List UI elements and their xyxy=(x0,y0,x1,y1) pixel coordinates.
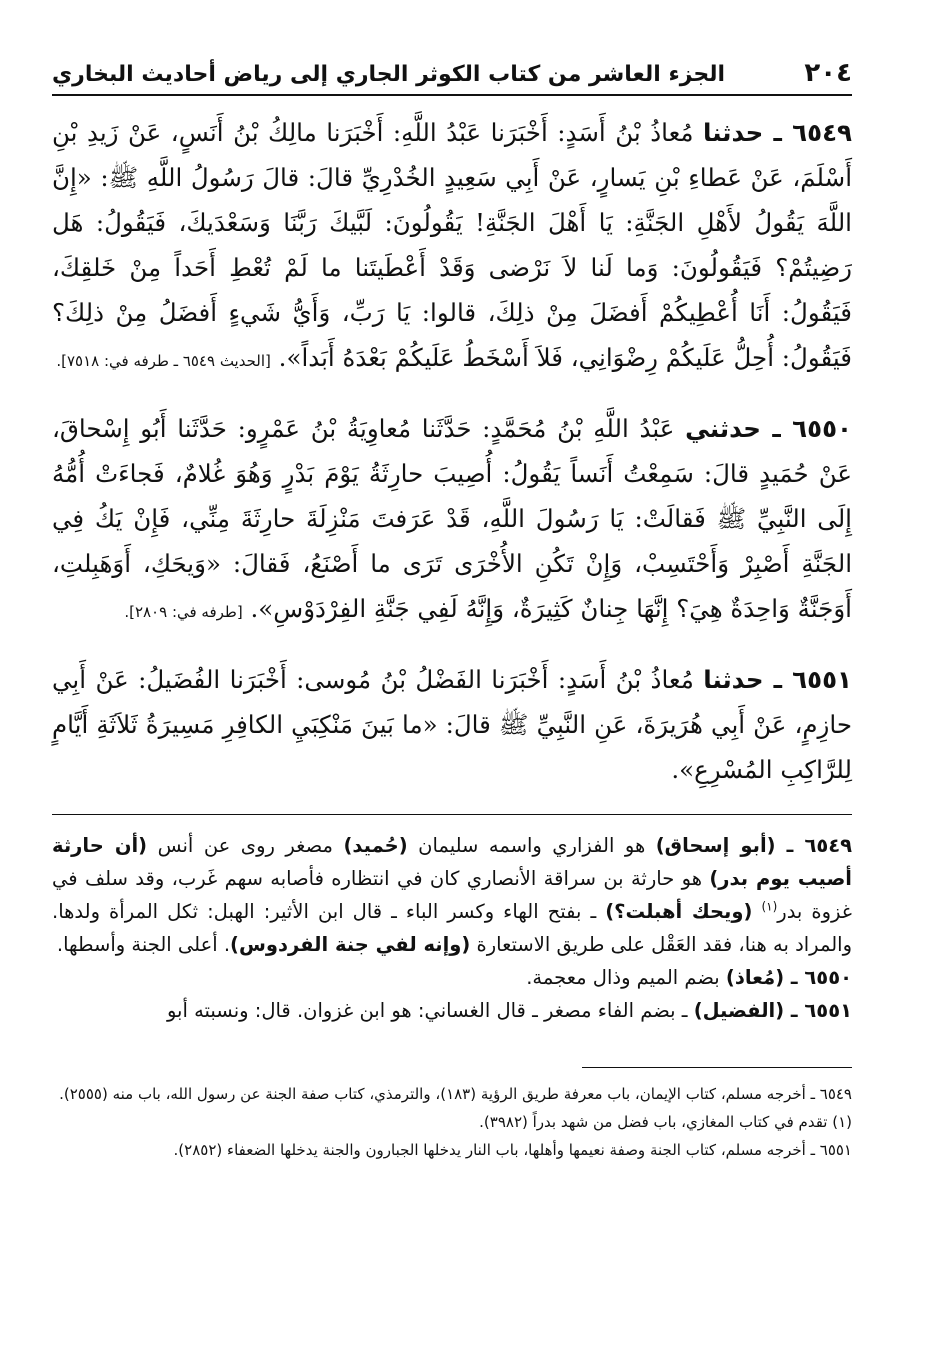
page-header xyxy=(52,58,852,96)
hadith-text-section xyxy=(52,110,852,792)
commentary-number: ٦٥٤٩ xyxy=(804,834,853,857)
hadith-reference: [طرفه في: ٢٨٠٩]. xyxy=(124,603,243,621)
footnote-marker: (١) xyxy=(761,899,778,914)
commentary-term: (الفضيل) xyxy=(693,999,785,1022)
footnotes-section xyxy=(52,1080,852,1164)
hadith-number: ٦٥٥٠ xyxy=(792,414,852,443)
commentary-6551: ٦٥٥١ ـ (الفضيل) ـ بضم الفاء مصغر ـ قال الغساني: هو ابن غزوان. قال: ونسبته أبو xyxy=(166,999,852,1022)
commentary-text: هو الفزاري واسمه سليمان xyxy=(418,834,646,857)
footnote-6551: ٦٥٥١ ـ أخرجه مسلم، كتاب الجنة وصفة نعيمها وأهلها، باب النار يدخلها الجبارون والجنة يدخلها الضعفاء (٢٨٥٢). xyxy=(173,1141,852,1159)
commentary-term: (حُميد) xyxy=(343,834,408,857)
hadith-body: عَبْدُ اللَّهِ بْنُ مُحَمَّدٍ: حَدَّثَنا مُعاوِيَةُ بْنُ عَمْرٍو: حَدَّثَنا أَبُو إِسْحاقَ، عَنْ حُمَيدٍ قالَ: سَمِعْتُ أَنَساً يَقُولُ: أُصِيبَ حارِثَةُ يَوْمَ بَدْرٍ وَهُوَ غُلامٌ، فَجاءَتْ أُمُّهُ إِلَى النَّبِيِّ ﷺ فَقالَتْ: يَا رَسُولَ اللَّهِ، قَدْ عَرَفتَ مَنْزِلَةَ حارِثَةَ مِنِّي، فَإِنْ يَكُ فِي الجَنَّةِ أَصْبِرْ وَأَحْتَسِبْ، وَإِنْ تَكُنِ الأُخْرَى تَرَى ما أَصْنَعُ، فَقالَ: «وَيحَكِ، أَوَهَبِلتِ، أَوَجَنَّةٌ وَاحِدَةٌ هِيَ؟ إِنَّهَا جِنانٌ كَثِيرَةٌ، وَإِنَّهُ لَفِي جَنَّةِ الفِرْدَوْسِ». xyxy=(52,414,852,623)
page-number: ٢٠٤ xyxy=(804,58,852,88)
commentary-term: (مُعاذ) xyxy=(725,966,785,989)
commentary-text: هو حارثة بن سراقة الأنصاري كان في انتظاره فأصابه سهم غَرب، وقد سلف في غزوة بدر xyxy=(52,867,852,923)
commentary-divider xyxy=(52,814,852,815)
commentary-number: ٦٥٥٠ xyxy=(804,966,852,989)
commentary-text: . أعلى الجنة وأسطها. xyxy=(56,933,231,956)
commentary-term: (ويحك أهبلت؟) xyxy=(605,900,753,923)
commentary-section xyxy=(52,829,852,1027)
hadith-lead: حدثنا xyxy=(703,118,764,147)
commentary-text: بضم الميم وذال معجمة. xyxy=(526,966,720,989)
commentary-term: (وإنه لفي جنة الفردوس) xyxy=(230,933,471,956)
commentary-term: (أبو إسحاق) xyxy=(655,834,776,857)
book-page xyxy=(52,58,852,1164)
hadith-body: مُعاذُ بْنُ أَسَدٍ: أَخْبَرَنا عَبْدُ اللَّهِ: أَخْبَرَنا مالِكُ بْنُ أَنَسٍ، عَنْ زَيدِ بْنِ أَسْلَمَ، عَنْ عَطاءِ بْنِ يَسارٍ، عَنْ أَبِي سَعِيدٍ الخُدْرِيِّ قالَ: قالَ رَسُولُ اللَّهِ ﷺ: «إِنَّ اللَّهَ يَقُولُ لأَهْلِ الجَنَّةِ: يَا أَهْلَ الجَنَّةِ! يَقُولُونَ: لَبَّيكَ رَبَّنَا وَسَعْدَيكَ، فَيَقُولُ: هَل رَضِيتُمْ؟ فَيَقُولُونَ: وَما لَنا لاَ نَرْضى وَقَدْ أَعْطَيتَنا ما لَمْ تُعْطِ أَحَداً مِنْ خَلقِكَ، فَيَقُولُ: أَنَا أُعْطِيكُمْ أَفضَلَ مِنْ ذلِكَ، قالوا: يَا رَبِّ، وَأَيُّ شَيءٍ أَفضَلُ مِنْ ذلِكَ؟ فَيَقُولُ: أُحِلُّ عَلَيكُمْ رِضْوَانِي، فَلاَ أَسْخَطُ عَلَيكُمْ بَعْدَهُ أَبَداً». xyxy=(52,118,852,372)
hadith-6550: ٦٥٥٠ ـ حدثني عَبْدُ اللَّهِ بْنُ مُحَمَّدٍ: حَدَّثَنا مُعاوِيَةُ بْنُ عَمْرٍو: حَدَّثَنا أَبُو إِسْحاقَ، عَنْ حُمَيدٍ قالَ: سَمِعْتُ أَنَساً يَقُولُ: أُصِيبَ حارِثَةُ يَوْمَ بَدْرٍ وَهُوَ غُلامٌ، فَجاءَتْ أُمُّهُ إِلَى النَّبِيِّ ﷺ فَقالَتْ: يَا رَسُولَ اللَّهِ، قَدْ عَرَفتَ مَنْزِلَةَ حارِثَةَ مِنِّي، فَإِنْ يَكُ فِي الجَنَّةِ أَصْبِرْ وَأَحْتَسِبْ، وَإِنْ تَكُنِ الأُخْرَى تَرَى ما أَصْنَعُ، فَقالَ: «وَيحَكِ، أَوَهَبِلتِ، أَوَجَنَّةٌ وَاحِدَةٌ هِيَ؟ إِنَّهَا جِنانٌ كَثِيرَةٌ، وَإِنَّهُ لَفِي جَنَّةِ الفِرْدَوْسِ». [طرفه في: ٢٨٠٩]. xyxy=(52,414,852,623)
hadith-number: ٦٥٥١ xyxy=(792,665,852,694)
commentary-6550: ٦٥٥٠ ـ (مُعاذ) بضم الميم وذال معجمة. xyxy=(526,966,852,989)
running-title: الجزء العاشر من كتاب الكوثر الجاري إلى رياض أحاديث البخاري xyxy=(52,62,726,87)
commentary-6549: ٦٥٤٩ ـ (أبو إسحاق) هو الفزاري واسمه سليمان (حُميد) مصغر روى عن أنس (أن حارثة أصيب يوم بدر) هو حارثة بن سراقة الأنصاري كان في انتظاره فأصابه سهم غَرب، وقد سلف في غزوة بدر$^{(١)}$ (ويحك أهبلت؟) ـ بفتح الهاء وكسر الباء ـ قال ابن الأثير: الهبل: ثكل المرأة ولدها. والمراد به هنا، فقد العَقْل على طريق الاستعارة (وإنه لفي جنة الفردوس). أعلى الجنة وأسطها. xyxy=(52,834,853,956)
hadith-number: ٦٥٤٩ xyxy=(792,118,852,147)
hadith-lead: حدثني xyxy=(685,414,761,443)
hadith-6551: ٦٥٥١ ـ حدثنا مُعاذُ بْنُ أَسَدٍ: أَخْبَرَنا الفَضْلُ بْنُ مُوسى: أَخْبَرَنا الفُضَيلُ: عَنْ أَبِي حازِمٍ، عَنْ أَبِي هُرَيرَةَ، عَنِ النَّبِيِّ ﷺ قالَ: «ما بَينَ مَنْكِبَيِ الكافِرِ مَسِيرَةُ ثَلاَثَةِ أَيَّامٍ لِلرَّاكِبِ المُسْرِعِ». xyxy=(52,665,852,784)
hadith-lead: حدثنا xyxy=(703,665,764,694)
hadith-body: مُعاذُ بْنُ أَسَدٍ: أَخْبَرَنا الفَضْلُ بْنُ مُوسى: أَخْبَرَنا الفُضَيلُ: عَنْ أَبِي حازِمٍ، عَنْ أَبِي هُرَيرَةَ، عَنِ النَّبِيِّ ﷺ قالَ: «ما بَينَ مَنْكِبَيِ الكافِرِ مَسِيرَةُ ثَلاَثَةِ أَيَّامٍ لِلرَّاكِبِ المُسْرِعِ». xyxy=(52,665,852,784)
commentary-term: (أن حارثة أصيب يوم بدر) xyxy=(52,834,852,890)
footnote-6549: ٦٥٤٩ ـ أخرجه مسلم، كتاب الإيمان، باب معرفة طريق الرؤية (١٨٣)، والترمذي، كتاب صفة الجنة عن رسول الله، باب منه (٢٥٥٥). xyxy=(59,1085,852,1103)
hadith-reference: [الحديث ٦٥٤٩ ـ طرفه في: ٧٥١٨]. xyxy=(56,352,271,370)
commentary-text: مصغر روى عن أنس xyxy=(157,834,333,857)
hadith-6549: ٦٥٤٩ ـ حدثنا مُعاذُ بْنُ أَسَدٍ: أَخْبَرَنا عَبْدُ اللَّهِ: أَخْبَرَنا مالِكُ بْنُ أَنَسٍ، عَنْ زَيدِ بْنِ أَسْلَمَ، عَنْ عَطاءِ بْنِ يَسارٍ، عَنْ أَبِي سَعِيدٍ الخُدْرِيِّ قالَ: قالَ رَسُولُ اللَّهِ ﷺ: «إِنَّ اللَّهَ يَقُولُ لأَهْلِ الجَنَّةِ: يَا أَهْلَ الجَنَّةِ! يَقُولُونَ: لَبَّيكَ رَبَّنَا وَسَعْدَيكَ، فَيَقُولُ: هَل رَضِيتُمْ؟ فَيَقُولُونَ: وَما لَنا لاَ نَرْضى وَقَدْ أَعْطَيتَنا ما لَمْ تُعْطِ أَحَداً مِنْ خَلقِكَ، فَيَقُولُ: أَنَا أُعْطِيكُمْ أَفضَلَ مِنْ ذلِكَ، قالوا: يَا رَبِّ، وَأَيُّ شَيءٍ أَفضَلُ مِنْ ذلِكَ؟ فَيَقُولُ: أُحِلُّ عَلَيكُمْ رِضْوَانِي، فَلاَ أَسْخَطُ عَلَيكُمْ بَعْدَهُ أَبَداً». [الحديث ٦٥٤٩ ـ طرفه في: ٧٥١٨]. xyxy=(52,118,852,372)
footnote-divider xyxy=(582,1067,852,1068)
commentary-number: ٦٥٥١ xyxy=(804,999,852,1022)
commentary-text: ـ بفتح الهاء وكسر الباء ـ قال ابن الأثير: الهبل: ثكل المرأة ولدها. والمراد به هنا، فقد العَقْل على طريق الاستعارة xyxy=(52,900,852,956)
footnote-1: (١) تقدم في كتاب المغازي، باب فضل من شهد بدراً (٣٩٨٢). xyxy=(479,1113,852,1131)
commentary-text: ـ بضم الفاء مصغر ـ قال الغساني: هو ابن غزوان. قال: ونسبته أبو xyxy=(166,999,688,1022)
